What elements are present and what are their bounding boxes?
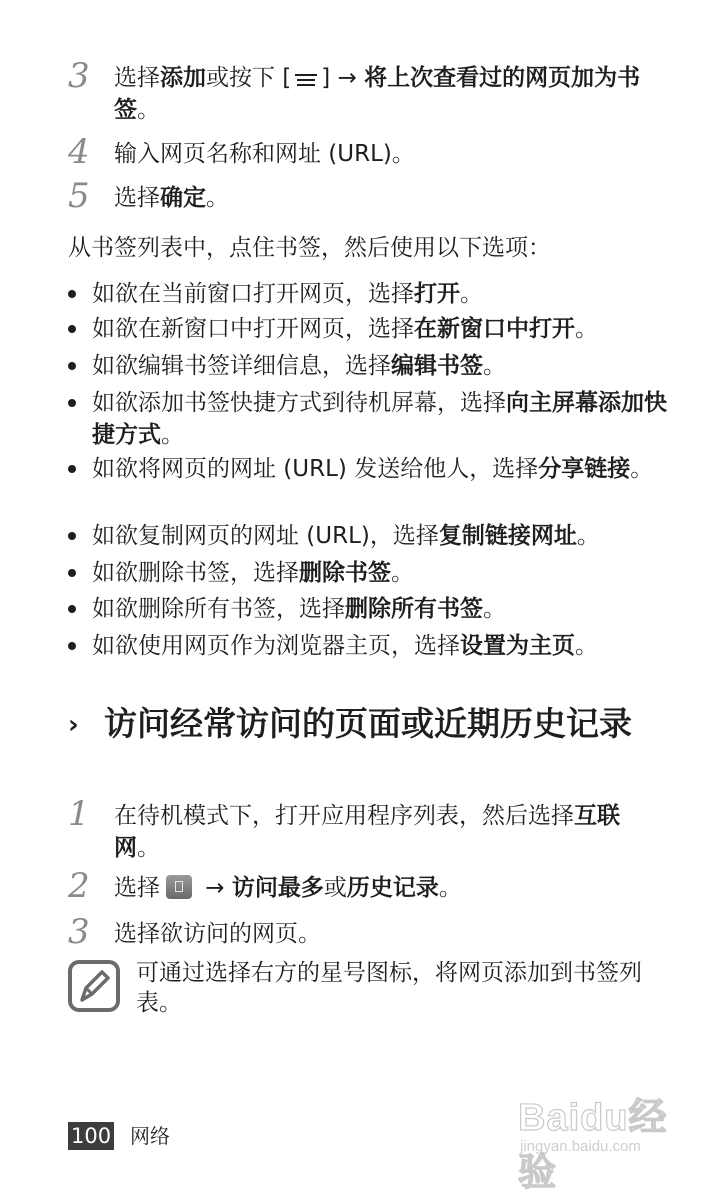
bullet-dot bbox=[68, 325, 76, 333]
ui-term-internet: 互联网 bbox=[114, 803, 620, 861]
ui-term-add: 添加 bbox=[160, 65, 206, 91]
text-segment: 。 bbox=[438, 875, 462, 901]
menu-key-icon bbox=[295, 72, 317, 88]
bullet-dot bbox=[68, 532, 76, 540]
text-segment: 。 bbox=[576, 523, 600, 549]
ui-term-bookmark-last-page: 将上次查看过的网页加为书签 bbox=[114, 65, 641, 123]
text-segment: 如欲使用网页作为浏览器主页，选择 bbox=[92, 633, 460, 659]
text-segment: 选择 bbox=[114, 65, 160, 91]
bookmark-options-intro: 从书签列表中，点住书签，然后使用以下选项： bbox=[68, 235, 551, 261]
step-number: 2 bbox=[68, 866, 90, 906]
text-segment: 。 bbox=[575, 633, 598, 659]
step-text: 选择欲访问的网页。 bbox=[114, 921, 321, 947]
text-segment: 或按下 [ bbox=[206, 65, 292, 91]
text-segment: 如欲复制网页的网址 (URL)，选择 bbox=[92, 523, 439, 549]
text-segment: 如欲添加书签快捷方式到待机屏幕，选择 bbox=[92, 390, 506, 416]
step-number: 4 bbox=[68, 132, 90, 172]
ui-term: 编辑书签 bbox=[391, 353, 483, 379]
ui-term: 在新窗口中打开 bbox=[414, 316, 575, 342]
bullet-dot bbox=[68, 465, 76, 473]
step-number: 1 bbox=[68, 794, 90, 834]
bullet-dot bbox=[68, 642, 76, 650]
text-segment: 如欲删除所有书签，选择 bbox=[92, 596, 345, 622]
note-pencil-icon bbox=[68, 960, 120, 1012]
text-segment: ] → bbox=[321, 65, 365, 91]
text-segment: 选择 bbox=[114, 185, 160, 211]
text-segment: 。 bbox=[483, 596, 506, 622]
ui-term: 向主屏幕添加快捷方式 bbox=[92, 390, 667, 448]
text-segment: 。 bbox=[161, 422, 184, 448]
text-segment: 。 bbox=[137, 835, 160, 861]
step-number: 3 bbox=[68, 56, 90, 96]
step-text bbox=[114, 800, 659, 864]
text-segment: 。 bbox=[575, 316, 598, 342]
ui-term: 打开 bbox=[414, 281, 460, 307]
text-segment: 如欲编辑书签详细信息，选择 bbox=[92, 353, 391, 379]
watermark-brand: Baidu经验 bbox=[518, 1097, 668, 1194]
text-segment: 。 bbox=[460, 281, 483, 307]
bullet-dot bbox=[68, 362, 76, 370]
text-segment: 在待机模式下，打开应用程序列表，然后选择 bbox=[114, 803, 574, 829]
text-segment: 。 bbox=[391, 560, 414, 586]
watermark bbox=[518, 1086, 688, 1194]
note-text: 可通过选择右方的星号图标，将网页添加到书签列表。 bbox=[136, 960, 642, 1016]
ui-term: 删除所有书签 bbox=[345, 596, 483, 622]
step-number: 5 bbox=[68, 176, 90, 216]
step-text: 输入网页名称和网址 (URL)。 bbox=[114, 141, 415, 167]
step-text bbox=[114, 872, 659, 904]
ui-term-confirm: 确定 bbox=[160, 185, 206, 211]
text-segment: 如欲删除书签，选择 bbox=[92, 560, 299, 586]
text-segment: 或 bbox=[323, 875, 347, 901]
text-segment: 如欲在新窗口中打开网页，选择 bbox=[92, 316, 414, 342]
ui-term-most-visited: 访问最多 bbox=[231, 875, 324, 901]
section-title: 访问经常访问的页面或近期历史记录 bbox=[104, 704, 632, 743]
ui-term: 设置为主页 bbox=[460, 633, 575, 659]
text-segment: 。 bbox=[630, 456, 654, 482]
text-segment: 选择 bbox=[114, 875, 160, 901]
text-segment: → bbox=[198, 875, 232, 901]
bullet-dot bbox=[68, 569, 76, 577]
step-number: 3 bbox=[68, 912, 90, 952]
text-segment: 。 bbox=[137, 97, 160, 123]
step-text bbox=[114, 182, 659, 214]
ui-term-history: 历史记录 bbox=[346, 875, 439, 901]
page-number: 100 bbox=[68, 1122, 114, 1150]
chevron-right-icon: › bbox=[68, 710, 79, 740]
ui-term: 复制链接网址 bbox=[438, 523, 577, 549]
text-segment: 。 bbox=[483, 353, 506, 379]
text-segment: 。 bbox=[206, 185, 229, 211]
text-segment: 如欲将网页的网址 (URL) 发送给他人，选择 bbox=[92, 456, 539, 482]
text-segment: 如欲在当前窗口打开网页，选择 bbox=[92, 281, 414, 307]
watermark-url: jingyan.baidu.com bbox=[520, 1138, 641, 1155]
step-text bbox=[114, 62, 659, 126]
ui-term: 删除书签 bbox=[299, 560, 391, 586]
window-tab-icon bbox=[166, 875, 192, 899]
bullet-dot bbox=[68, 605, 76, 613]
bullet-dot bbox=[68, 290, 76, 298]
ui-term: 分享链接 bbox=[538, 456, 631, 482]
section-label: 网络 bbox=[130, 1124, 170, 1148]
bullet-dot bbox=[68, 399, 76, 407]
